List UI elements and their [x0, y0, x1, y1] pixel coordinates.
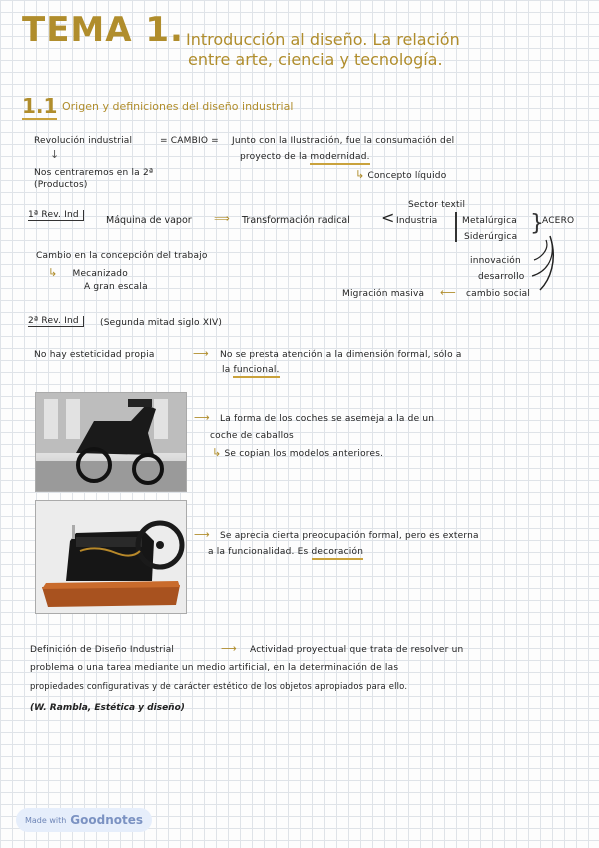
arrow-right-icon-4: ⟶ — [194, 528, 210, 541]
goodnotes-logo: Goodnotes — [70, 813, 144, 827]
divider — [455, 212, 457, 242]
old-car-photo — [35, 392, 187, 492]
rev2-periodo: (Segunda mitad siglo XIV) — [100, 318, 223, 328]
arrow-right-icon: ⟹ — [214, 212, 230, 225]
coche-1: La forma de los coches se asemeja a la de un — [220, 414, 435, 424]
decoracion-word: decoración — [312, 547, 364, 560]
coche-2: coche de caballos — [210, 431, 294, 441]
metalurgica: Metalúrgica — [462, 216, 517, 226]
no-esteticidad: No hay esteticidad propia — [34, 350, 155, 360]
arrow-right-icon-2: ⟶ — [193, 347, 209, 360]
revolucion-label: Revolución industrial — [34, 136, 133, 146]
rev2-label: 2ª Rev. Ind — [28, 316, 84, 327]
down-arrow-icon: ↓ — [50, 148, 60, 161]
title-line-2: entre arte, ciencia y tecnología. — [188, 50, 443, 69]
goodnotes-badge[interactable] — [16, 808, 152, 832]
productos-text: (Productos) — [34, 180, 88, 190]
desarrollo: desarrollo — [478, 272, 525, 282]
siderurgica: Siderúrgica — [464, 232, 518, 242]
title-line-1: Introducción al diseño. La relación — [186, 30, 460, 49]
rev1-label: 1ª Rev. Ind — [28, 210, 84, 221]
aprecia-2: a la funcionalidad. Es — [208, 547, 309, 557]
modernidad-word: modernidad. — [310, 152, 369, 165]
aprecia-1: Se aprecia cierta preocupación formal, pero es externa — [220, 531, 479, 541]
arrow-right-icon-3: ⟶ — [194, 411, 210, 424]
elbow-arrow-icon-2: ↳ — [212, 446, 222, 459]
funcional-word: funcional. — [233, 365, 279, 378]
industria: Industria — [396, 216, 438, 226]
elbow-arrow-icon: ↳ — [48, 266, 58, 279]
definicion-l1: Actividad proyectual que trata de resolver un — [250, 645, 464, 655]
revolucion-text-1: Junto con la Ilustración, fue la consumación del — [232, 136, 455, 146]
transformacion-radical: Transformación radical — [242, 215, 350, 226]
brace-left-icon: < — [381, 208, 395, 227]
cambio-concepcion: Cambio en la concepción del trabajo — [36, 251, 208, 261]
sector-textil: Sector textil — [408, 200, 466, 210]
definicion-l2: problema o una tarea mediante un medio artificial, en la determinación de las — [30, 663, 399, 673]
curve-arrows-icon — [510, 230, 560, 300]
no-presta-2: la — [222, 365, 231, 375]
brace-right-icon: } — [530, 211, 544, 236]
innovacion: innovación — [470, 256, 521, 266]
maquina-vapor: Máquina de vapor — [106, 215, 192, 226]
arrow-right-icon-5: ⟶ — [221, 642, 237, 655]
concepto-liquido: ↳ Concepto líquido — [355, 168, 447, 181]
no-presta-1: No se presta atención a la dimensión formal, sólo a — [220, 350, 462, 360]
arrow-left-icon: ⟵ — [440, 286, 456, 299]
cambio-eq: = CAMBIO = — [160, 136, 219, 146]
revolucion-text-2: proyecto de la — [240, 152, 308, 162]
gran-escala: A gran escala — [84, 282, 148, 292]
definicion-label: Definición de Diseño Industrial — [30, 645, 175, 655]
migracion-masiva: Migración masiva — [342, 289, 425, 299]
section-number: 1.1 — [22, 94, 58, 118]
definicion-l3: propiedades configurativas y de carácter estético de los objetos apropiados para ello. — [30, 681, 408, 691]
cambio-social: cambio social — [466, 289, 531, 299]
made-with-label: Made with — [24, 815, 67, 825]
section-title: Origen y definiciones del diseño industrial — [62, 100, 294, 113]
down-right-arrow-icon: ↳ — [355, 168, 365, 181]
mecanizado-row: ↳ Mecanizado — [48, 266, 128, 279]
sewing-machine-photo — [35, 500, 187, 614]
acero: ACERO — [542, 216, 575, 226]
centraremos-text: Nos centraremos en la 2ª — [34, 168, 154, 178]
copian-row: ↳ Se copian los modelos anteriores. — [212, 446, 384, 459]
definicion-cita: (W. Rambla, Estética y diseño) — [30, 703, 185, 713]
tema-title: TEMA 1. — [22, 10, 184, 50]
